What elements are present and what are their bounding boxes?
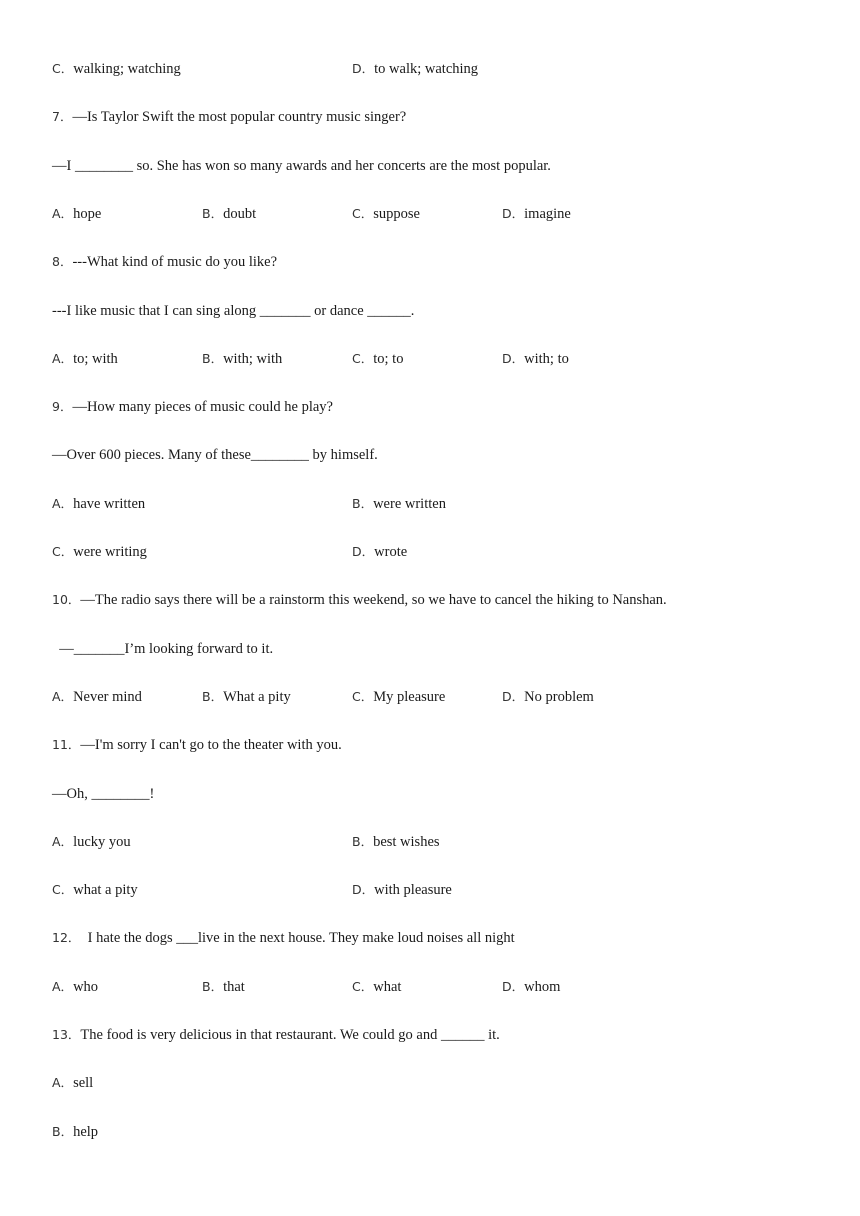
question-text: ---What kind of music do you like?: [72, 254, 278, 270]
option-label: D．: [502, 689, 525, 704]
option-label: B．: [202, 351, 224, 366]
dialogue-line: [52, 784, 154, 804]
answer-option: [52, 687, 142, 707]
question-text: —I ________ so. She has won so many awards and her concerts are the most popular.: [52, 158, 551, 174]
option-label: B．: [52, 1124, 74, 1139]
dialogue-line: [52, 445, 378, 465]
answer-option: [352, 687, 445, 707]
answer-option: [352, 494, 446, 514]
option-text: walking; watching: [73, 61, 181, 77]
option-text: imagine: [524, 206, 571, 222]
option-label: A．: [52, 689, 74, 704]
question-stem: [52, 735, 342, 755]
answer-option: [352, 349, 403, 369]
answer-option: [52, 1073, 93, 1093]
question-stem: [52, 107, 406, 127]
question-text: —Over 600 pieces. Many of these________ by himself.: [52, 447, 378, 463]
option-text: were writing: [73, 544, 147, 560]
option-text: suppose: [373, 206, 420, 222]
question-number: 9．: [52, 399, 73, 414]
option-text: sell: [73, 1075, 94, 1091]
option-label: D．: [352, 61, 375, 76]
question-stem: [52, 590, 667, 610]
option-label: D．: [502, 979, 525, 994]
option-label: A．: [52, 496, 74, 511]
answer-option: [52, 204, 101, 224]
option-label: C．: [352, 689, 374, 704]
answer-option: [352, 880, 452, 900]
question-text: —_______I’m looking forward to it.: [52, 641, 274, 657]
question-stem: [52, 928, 515, 948]
answer-option: [52, 832, 131, 852]
option-label: B．: [352, 496, 374, 511]
answer-option: [502, 977, 560, 997]
option-text: No problem: [524, 689, 594, 705]
option-label: A．: [52, 1075, 74, 1090]
answer-option: [52, 977, 98, 997]
option-text: that: [223, 979, 245, 995]
answer-option: [352, 59, 478, 79]
option-text: What a pity: [223, 689, 291, 705]
question-stem: [52, 1025, 500, 1045]
answer-option: [52, 59, 181, 79]
question-number: 11．: [52, 737, 81, 752]
answer-option: [202, 977, 245, 997]
dialogue-line: [52, 639, 273, 659]
dialogue-line: [52, 301, 414, 321]
option-text: hope: [73, 206, 102, 222]
option-label: D．: [352, 882, 375, 897]
option-text: help: [73, 1124, 99, 1140]
answer-option: [502, 204, 571, 224]
answer-option: [202, 687, 291, 707]
answer-option: [202, 204, 256, 224]
option-label: C．: [52, 61, 74, 76]
question-number: 12．: [52, 930, 81, 945]
answer-option: [202, 349, 282, 369]
answer-option: [502, 349, 569, 369]
answer-option: [52, 880, 138, 900]
option-text: Never mind: [73, 689, 142, 705]
option-text: have written: [73, 496, 146, 512]
option-label: B．: [202, 206, 224, 221]
question-stem: [52, 397, 333, 417]
answer-option: [352, 204, 420, 224]
answer-option: [52, 349, 118, 369]
option-label: C．: [352, 206, 374, 221]
option-label: B．: [352, 834, 374, 849]
option-text: lucky you: [73, 834, 131, 850]
answer-option: [52, 542, 147, 562]
option-text: to; to: [373, 351, 404, 367]
question-number: 13．: [52, 1027, 81, 1042]
option-text: doubt: [223, 206, 257, 222]
answer-option: [52, 1122, 98, 1142]
dialogue-line: [52, 156, 551, 176]
option-label: A．: [52, 206, 74, 221]
answer-option: [352, 832, 440, 852]
option-label: A．: [52, 979, 74, 994]
answer-option: [352, 977, 401, 997]
question-text: —Is Taylor Swift the most popular country music singer?: [72, 109, 407, 125]
option-label: B．: [202, 979, 224, 994]
option-text: what: [373, 979, 402, 995]
question-stem: [52, 252, 277, 272]
question-text: —The radio says there will be a rainstorm this weekend, so we have to cancel the hiking to Nanshan.: [80, 592, 667, 608]
option-label: C．: [352, 351, 374, 366]
answer-option: [352, 542, 407, 562]
option-text: whom: [524, 979, 561, 995]
option-text: to walk; watching: [374, 61, 479, 77]
question-number: 10．: [52, 592, 81, 607]
answer-option: [502, 687, 594, 707]
option-label: C．: [52, 882, 74, 897]
option-text: My pleasure: [373, 689, 446, 705]
option-label: C．: [352, 979, 374, 994]
option-label: D．: [502, 351, 525, 366]
question-text: —Oh, ________!: [52, 786, 155, 802]
question-text: ---I like music that I can sing along _______ or dance ______.: [52, 303, 415, 319]
option-text: best wishes: [373, 834, 440, 850]
option-text: with; to: [524, 351, 569, 367]
option-label: A．: [52, 834, 74, 849]
option-label: D．: [502, 206, 525, 221]
option-text: wrote: [374, 544, 408, 560]
option-text: with pleasure: [374, 882, 452, 898]
option-label: A．: [52, 351, 74, 366]
question-text: The food is very delicious in that restaurant. We could go and ______ it.: [80, 1027, 500, 1043]
option-label: C．: [52, 544, 74, 559]
question-number: 8．: [52, 254, 73, 269]
option-text: what a pity: [73, 882, 138, 898]
question-text: —I'm sorry I can't go to the theater with you.: [80, 737, 342, 753]
question-text: —How many pieces of music could he play?: [72, 399, 333, 415]
option-text: were written: [373, 496, 446, 512]
question-number: 7．: [52, 109, 73, 124]
option-text: to; with: [73, 351, 118, 367]
option-label: B．: [202, 689, 224, 704]
option-text: with; with: [223, 351, 283, 367]
answer-option: [52, 494, 145, 514]
question-text: I hate the dogs ___live in the next house. They make loud noises all night: [80, 930, 515, 946]
option-label: D．: [352, 544, 375, 559]
option-text: who: [73, 979, 99, 995]
